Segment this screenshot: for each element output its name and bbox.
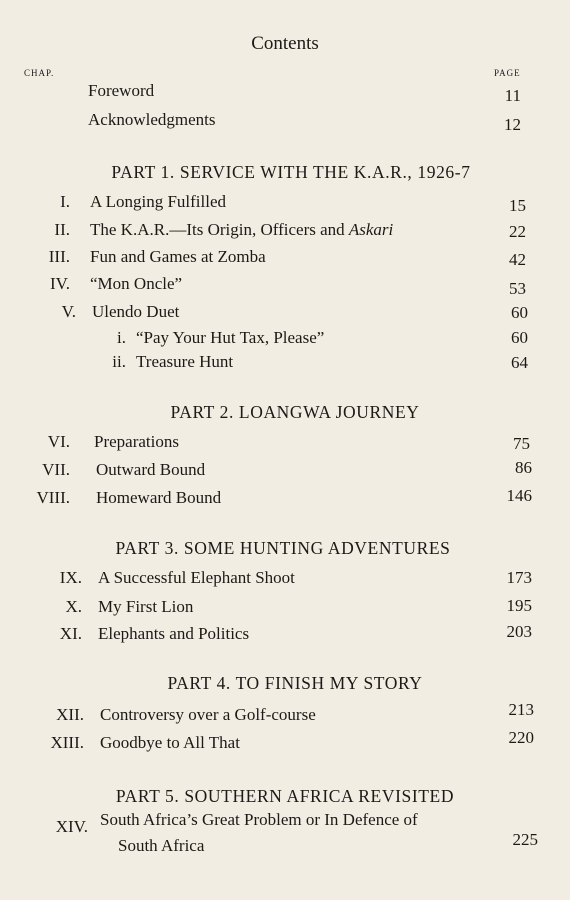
chapter-number: X. bbox=[65, 597, 82, 616]
front-matter-foreword: Foreword bbox=[88, 81, 155, 100]
subsection-page: 60 bbox=[511, 328, 528, 347]
chapter-page: 203 bbox=[506, 622, 532, 641]
chapter-page: 60 bbox=[511, 303, 528, 322]
subsection-title: “Pay Your Hut Tax, Please” bbox=[136, 328, 325, 347]
chapter-number: IV. bbox=[50, 274, 70, 293]
chapter-page: 86 bbox=[515, 458, 532, 477]
subsection-title: Treasure Hunt bbox=[136, 352, 234, 371]
chapter-number: XII. bbox=[56, 705, 84, 724]
chapter-page: 75 bbox=[513, 434, 530, 453]
chapter-number: III. bbox=[48, 247, 70, 266]
chapter-number: VI. bbox=[47, 432, 70, 451]
chapter-title-continued: South Africa bbox=[118, 836, 205, 855]
chapter-number: XIV. bbox=[55, 817, 88, 836]
chapter-page: 53 bbox=[509, 279, 526, 298]
chapter-title: South Africa’s Great Problem or In Defence of bbox=[100, 810, 418, 829]
page-column-head: PAGE bbox=[494, 68, 521, 78]
part-heading-2: PART 2. LOANGWA JOURNEY bbox=[170, 402, 420, 422]
chapter-title: A Longing Fulfilled bbox=[90, 192, 226, 211]
chapter-page: 146 bbox=[506, 486, 532, 505]
front-matter-acknowledgments: Acknowledgments bbox=[88, 110, 216, 129]
subsection-number: i. bbox=[117, 328, 126, 347]
chapter-number: XIII. bbox=[50, 733, 84, 752]
chapter-title: Outward Bound bbox=[96, 460, 206, 479]
chapter-number: II. bbox=[54, 220, 70, 239]
subsection-number: ii. bbox=[112, 352, 126, 371]
part-heading-1: PART 1. SERVICE WITH THE K.A.R., 1926-7 bbox=[111, 162, 471, 182]
chapter-number: V. bbox=[61, 302, 76, 321]
chapter-page: 22 bbox=[509, 222, 526, 241]
chapter-title-text: The K.A.R.—Its Origin, Officers and bbox=[90, 220, 345, 239]
chapter-title: Goodbye to All That bbox=[100, 733, 240, 752]
chapter-number: I. bbox=[60, 192, 70, 211]
chapter-page: 195 bbox=[506, 596, 532, 615]
chapter-title: Elephants and Politics bbox=[98, 624, 250, 643]
chapter-number: VIII. bbox=[36, 488, 70, 507]
part-heading-3: PART 3. SOME HUNTING ADVENTURES bbox=[115, 538, 451, 558]
chapter-title bbox=[90, 220, 393, 240]
subsection-page: 64 bbox=[511, 353, 528, 372]
chapter-page: 42 bbox=[509, 250, 526, 269]
chapter-title: “Mon Oncle” bbox=[90, 274, 183, 293]
chapter-number: XI. bbox=[59, 624, 82, 643]
page-title: Contents bbox=[251, 33, 319, 54]
chapter-title: My First Lion bbox=[98, 597, 194, 616]
part-heading-4: PART 4. TO FINISH MY STORY bbox=[167, 673, 423, 693]
chapter-title: Ulendo Duet bbox=[92, 302, 180, 321]
front-matter-acknowledgments-page: 12 bbox=[504, 115, 521, 134]
chapter-number: IX. bbox=[59, 568, 82, 587]
chapter-page: 15 bbox=[509, 196, 526, 215]
chapter-title: Homeward Bound bbox=[96, 488, 222, 507]
chap-column-head: CHAP. bbox=[24, 68, 55, 78]
chapter-page: 213 bbox=[508, 700, 534, 719]
chapter-page: 220 bbox=[508, 728, 534, 747]
front-matter-foreword-page: 11 bbox=[504, 86, 521, 105]
chapter-title: Controversy over a Golf-course bbox=[100, 705, 316, 724]
chapter-page: 173 bbox=[506, 568, 532, 587]
chapter-title: Preparations bbox=[94, 432, 179, 451]
part-heading-5: PART 5. SOUTHERN AFRICA REVISITED bbox=[115, 786, 455, 806]
chapter-number: VII. bbox=[42, 460, 70, 479]
chapter-title: A Successful Elephant Shoot bbox=[98, 568, 295, 587]
chapter-title: Fun and Games at Zomba bbox=[90, 247, 266, 266]
chapter-page: 225 bbox=[512, 830, 538, 849]
chapter-title-italic: Askari bbox=[348, 220, 394, 239]
